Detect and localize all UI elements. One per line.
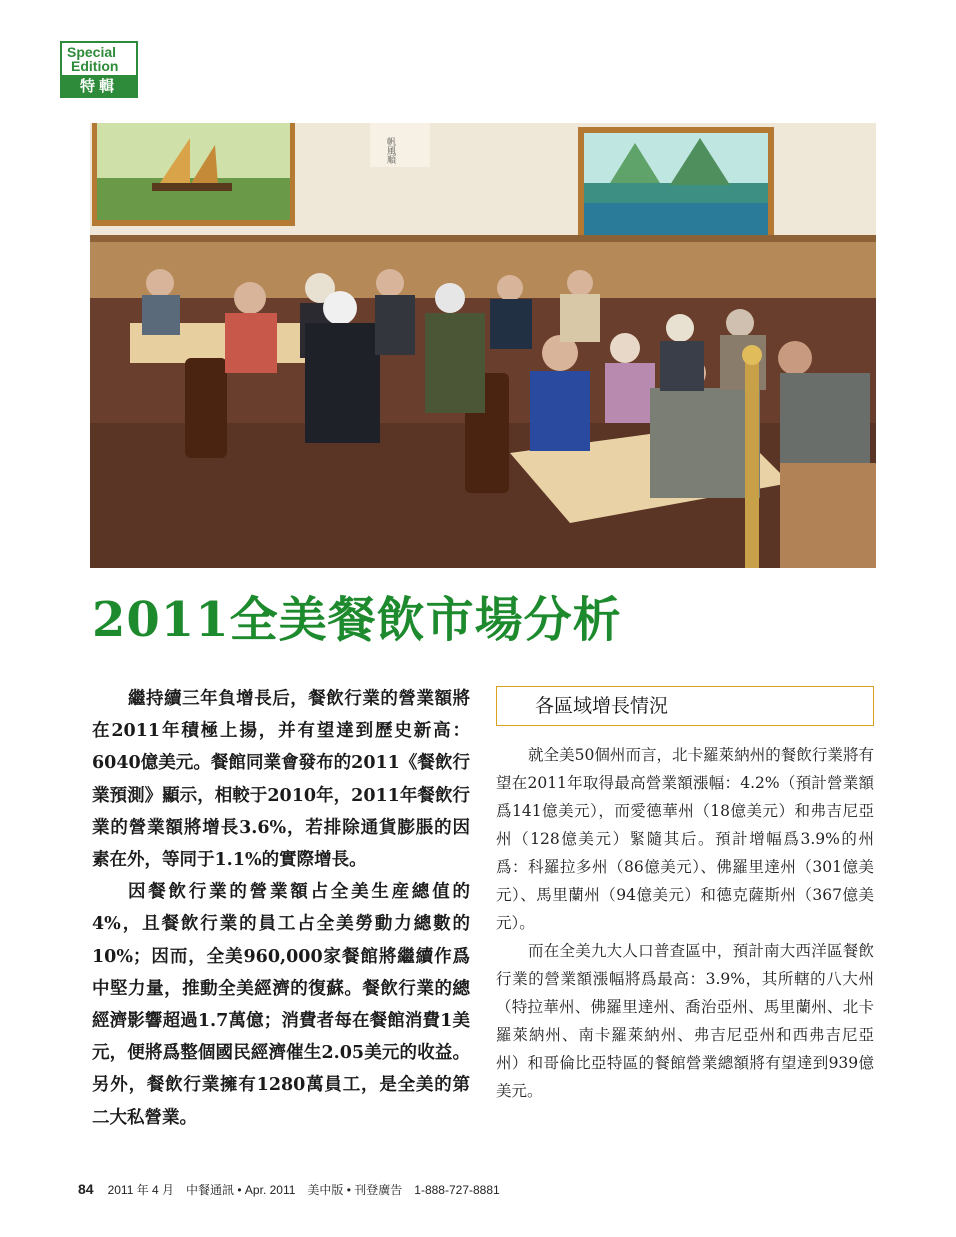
- wall-sign-text: 帆風順: [385, 137, 395, 164]
- footer-text: 2011 年 4 月 中餐通訊 • Apr. 2011 美中版 • 刊登廣告 1-888-727-8881: [107, 1183, 500, 1197]
- badge-english: [60, 41, 138, 75]
- special-edition-badge: [60, 41, 138, 98]
- badge-line-edition: Edition: [71, 58, 119, 74]
- badge-line-special: Special: [67, 44, 117, 60]
- right-column: [496, 741, 874, 1105]
- right-paragraph-1: 就全美50個州而言，北卡羅萊納州的餐飲行業將有望在2011年取得最高營業額漲幅：4.2%（預計營業額爲141億美元），而愛德華州（18億美元）和弗吉尼亞州（128億美元）緊隨其后。預計增幅爲3.9%的州爲：科羅拉多州（86億美元）、佛羅里達州（301億美元）、馬里蘭州（94億美元）和德克薩斯州（367億美元）。: [496, 746, 874, 932]
- page-number: 84: [78, 1181, 94, 1197]
- left-paragraph-1: 繼持續三年負增長后，餐飲行業的營業額將在2011年積極上揚，并有望達到歷史新高：6040億美元。餐館同業會發布的2011《餐飲行業預測》顯示，相較于2010年，2011年餐飲行業的營業額將增長3.6%，若排除通貨膨脹的因素在外，等同于1.1%的實際增長。: [92, 689, 470, 871]
- right-paragraph-2: 而在全美九大人口普查區中，預計南大西洋區餐飲行業的營業額漲幅將爲最高：3.9%，其所轄的八大州（特拉華州、佛羅里達州、喬治亞州、馬里蘭州、北卡羅萊納州、南卡羅萊納州、弗吉尼亞州和西弗吉尼亞州）和哥倫比亞特區的餐館營業總額將有望達到939億美元。: [496, 942, 874, 1100]
- left-column: [92, 683, 470, 1134]
- restaurant-photo: [90, 123, 876, 568]
- left-paragraph-2: 因餐飲行業的營業額占全美生産總值的4%，且餐飲行業的員工占全美勞動力總數的10%；因而，全美960,000家餐館將繼續作爲中堅力量，推動全美經濟的復蘇。餐飲行業的總經濟影響超過1.7萬億；消費者每在餐館消費1美元，便將爲整個國民經濟催生2.05美元的收益。另外，餐飲行業擁有1280萬員工，是全美的第二大私營業。: [92, 882, 470, 1128]
- page-footer: [78, 1181, 500, 1198]
- badge-chinese: 特輯: [60, 75, 138, 98]
- article-title: 2011全美餐飲市場分析: [92, 592, 622, 648]
- section-heading-box: 各區域增長情況: [496, 686, 874, 726]
